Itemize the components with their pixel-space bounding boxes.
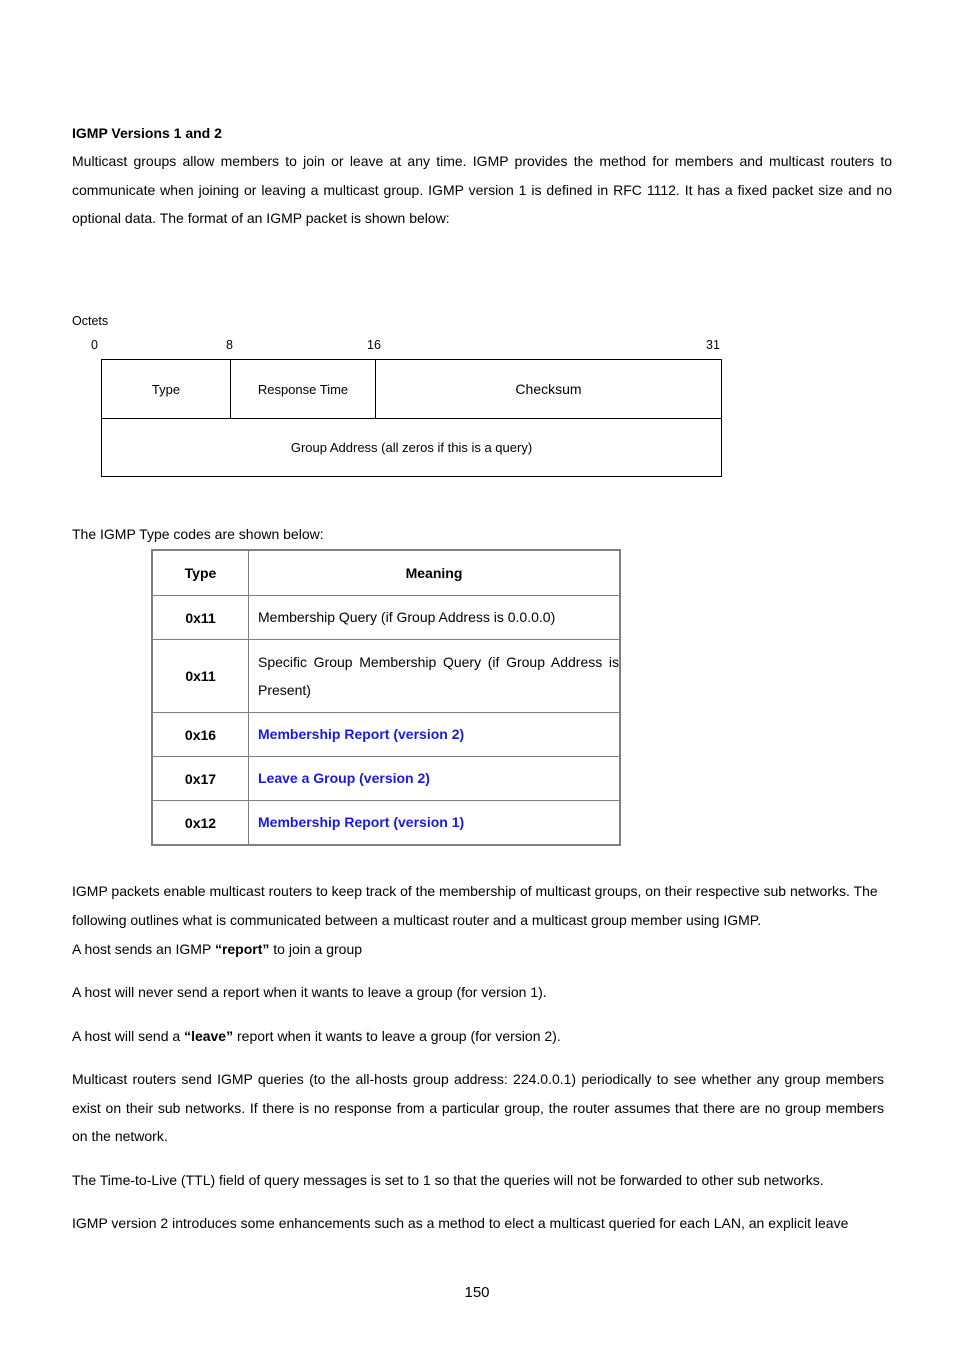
body-paragraph-3: A host will never send a report when it wants to leave a group (for version 1).	[72, 984, 547, 1000]
bit-position-31: 31	[706, 338, 720, 352]
table-row	[152, 596, 620, 640]
octets-label: Octets	[72, 314, 109, 328]
type-meaning-link[interactable]	[249, 757, 621, 801]
table-row	[152, 757, 620, 801]
bit-position-16: 16	[367, 338, 381, 352]
meaning-column-header: Meaning	[249, 550, 621, 596]
group-address-field: Group Address (all zeros if this is a query)	[290, 440, 533, 455]
text-span: A host sends an IGMP	[72, 941, 215, 957]
type-code: 0x17	[152, 757, 249, 801]
membership-report-v1-link[interactable]: Membership Report (version 1)	[258, 814, 465, 831]
text-span: A host will send a	[72, 1028, 185, 1044]
leave-group-v2-link[interactable]: Leave a Group (version 2)	[258, 770, 430, 787]
type-meaning: Membership Query (if Group Address is 0.0.0.0)	[249, 596, 621, 640]
type-field: Type	[102, 360, 231, 419]
text-span: report when it wants to leave a group (for version 2).	[233, 1028, 561, 1044]
table-header-row	[152, 550, 620, 596]
bold-term: “leave”	[184, 1028, 234, 1044]
membership-report-v2-link[interactable]: Membership Report (version 2)	[258, 726, 465, 743]
page-number: 150	[464, 1284, 490, 1301]
type-meaning-link[interactable]	[249, 801, 621, 846]
igmp-packet-diagram	[101, 359, 722, 477]
checksum-field: Checksum	[376, 360, 721, 419]
table-row	[152, 713, 620, 757]
type-column-header: Type	[152, 550, 249, 596]
type-code: 0x11	[152, 640, 249, 713]
section-heading: IGMP Versions 1 and 2	[72, 125, 222, 141]
bit-position-0: 0	[91, 338, 98, 352]
body-paragraph-7: IGMP version 2 introduces some enhancements such as a method to elect a multicast queried for each LAN, an explicit leave	[72, 1215, 849, 1231]
text-span: to join a group	[269, 941, 363, 957]
type-meaning: Specific Group Membership Query (if Group Address is Present)	[249, 640, 621, 713]
type-codes-intro: The IGMP Type codes are shown below:	[72, 526, 324, 542]
table-row	[152, 640, 620, 713]
bit-position-8: 8	[226, 338, 233, 352]
intro-paragraph: Multicast groups allow members to join or leave at any time. IGMP provides the method for members and multicast routers to communicate when joining or leaving a multicast group. IGMP version 1 is defined in RFC 1112. It has a fixed packet size and no optional data. The format of an IGMP packet is shown below:	[72, 153, 892, 226]
body-paragraph-6: The Time-to-Live (TTL) field of query messages is set to 1 so that the queries will not be forwarded to other sub networks.	[72, 1172, 824, 1188]
type-code: 0x16	[152, 713, 249, 757]
bold-term: “report”	[214, 941, 270, 957]
body-paragraph-5: Multicast routers send IGMP queries (to the all-hosts group address: 224.0.0.1) periodically to see whether any group members exist on their sub networks. If there is no response from a particular group, the router assumes that there are no group members on the network.	[72, 1071, 884, 1144]
igmp-type-codes-table	[151, 549, 621, 846]
body-paragraph-2	[72, 935, 892, 964]
body-paragraph-1: IGMP packets enable multicast routers to keep track of the membership of multicast groups, on their respective sub networks. The following outlines what is communicated between a multicast router and a multicast group member using IGMP.	[72, 883, 878, 928]
response-time-field: Response Time	[231, 360, 376, 419]
type-code: 0x11	[152, 596, 249, 640]
type-code: 0x12	[152, 801, 249, 846]
type-meaning-link[interactable]	[249, 713, 621, 757]
body-paragraph-4	[72, 1022, 892, 1051]
table-row	[152, 801, 620, 846]
